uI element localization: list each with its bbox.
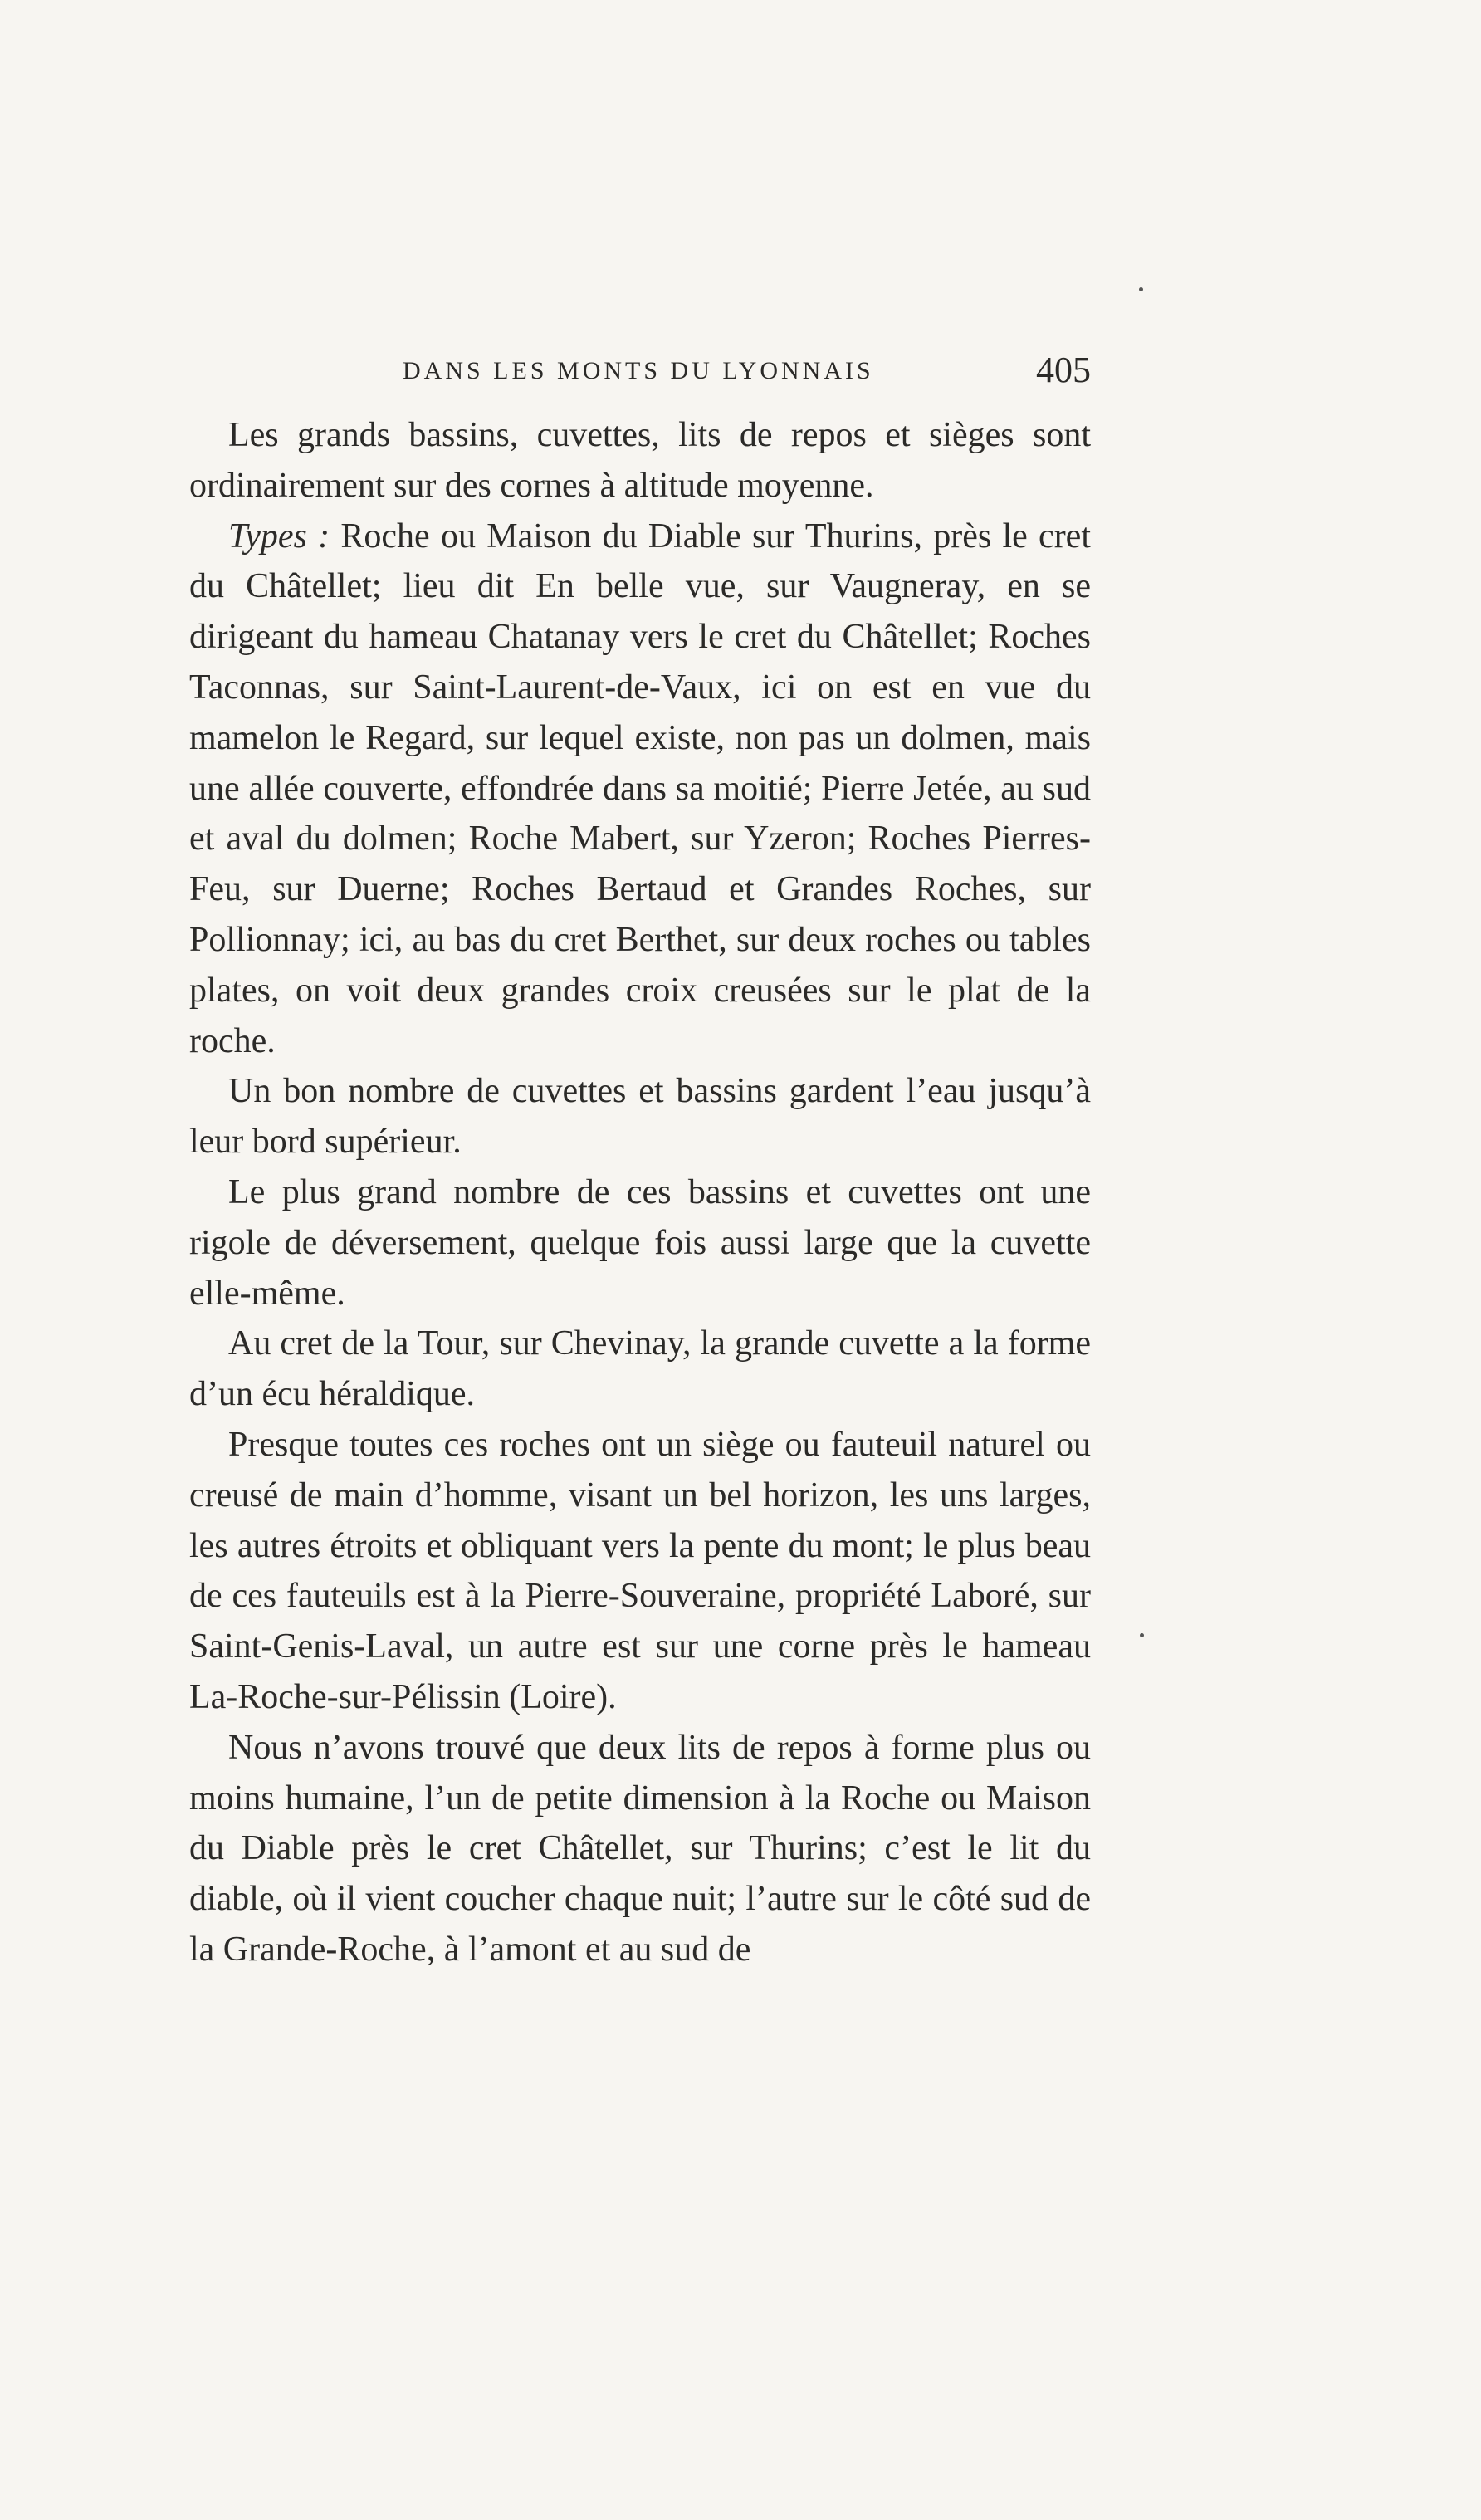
paragraph-types: [189, 511, 1091, 1067]
paragraph-bassins: [189, 410, 1091, 511]
paragraph-eau: [189, 1066, 1091, 1167]
paper-speck: [1139, 287, 1143, 291]
running-title: DANS LES MONTS DU LYONNAIS: [403, 357, 874, 384]
paragraph-ecu: [189, 1319, 1091, 1420]
paragraph-lits: [189, 1723, 1091, 1975]
paragraph-fauteuils: [189, 1420, 1091, 1723]
paragraph-lead: Types :: [228, 516, 330, 555]
page-number: 405: [1036, 350, 1091, 390]
paragraph-text: Presque toutes ces roches ont un siège ou fauteuil naturel ou creusé de main d’homme, visant un bel horizon, les uns larges, les autres étroits et obliquant vers la pente du mont; le plus beau de ces fauteuils est à la Pierre-Souveraine, propriété Laboré, sur Saint-Genis-Laval, un autre est sur une corne près le hameau La-Roche-sur-Pélissin (Loire).: [189, 1425, 1091, 1716]
paragraph-text: Un bon nombre de cuvettes et bassins gardent l’eau jusqu’à leur bord supérieur.: [189, 1072, 1091, 1162]
paragraph-text: Roche ou Maison du Diable sur Thurins, près le cret du Châtellet; lieu dit En belle vue, sur Vaugneray, en se dirigeant du hameau Chatanay vers le cret du Châtellet; Roches Taconnas, sur Saint-Laurent-de-Vaux, ici on est en vue du mamelon le Regard, sur lequel existe, non pas un dolmen, mais une allée couverte, effondrée dans sa moitié; Pierre Jetée, au sud et aval du dolmen; Roche Mabert, sur Yzeron; Roches Pierres-Feu, sur Duerne; Roches Bertaud et Grandes Roches, sur Pollionnay; ici, au bas du cret Berthet, sur deux roches ou tables plates, on voit deux grandes croix creusées sur le plat de la roche.: [189, 516, 1091, 1060]
paragraph-text: Le plus grand nombre de ces bassins et cuvettes ont une rigole de déversement, quelque fois aussi large que la cuvette elle-même.: [189, 1172, 1091, 1313]
paragraph-text: Les grands bassins, cuvettes, lits de repos et sièges sont ordinairement sur des cornes à altitude moyenne.: [189, 416, 1091, 505]
paragraph-text: Au cret de la Tour, sur Chevinay, la grande cuvette a la forme d’un écu héraldique.: [189, 1324, 1091, 1414]
body-text: [189, 410, 1091, 1975]
paper-speck: [1140, 1633, 1144, 1637]
paragraph-text: Nous n’avons trouvé que deux lits de repos à forme plus ou moins humaine, l’un de petite dimension à la Roche ou Maison du Diable près le cret Châtellet, sur Thurins; c’est le lit du diable, où il vient coucher chaque nuit; l’autre sur le côté sud de la Grande-Roche, à l’amont et au sud de: [189, 1728, 1091, 1969]
running-head: [189, 349, 1091, 399]
paragraph-rigole: [189, 1167, 1091, 1319]
